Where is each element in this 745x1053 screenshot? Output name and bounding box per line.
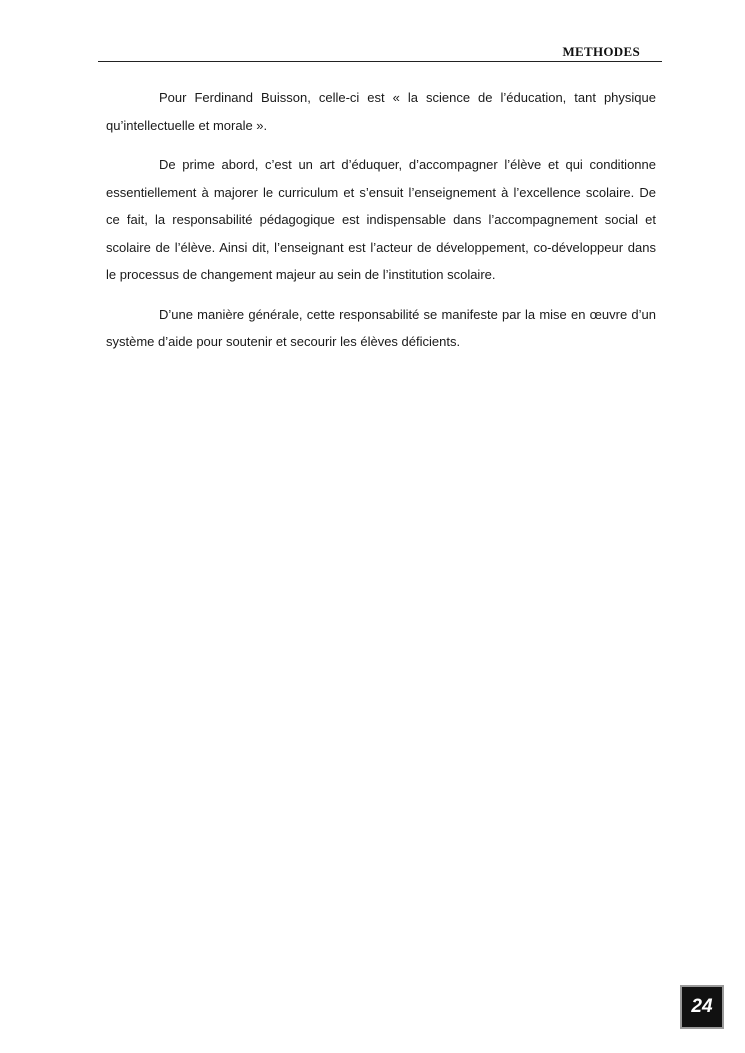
document-body bbox=[106, 84, 656, 368]
paragraph-3: D’une manière générale, cette responsabilité se manifeste par la mise en œuvre d’un système d’aide pour soutenir et secourir les élèves déficients. bbox=[106, 306, 656, 349]
page-header-title: METHODES bbox=[562, 44, 640, 59]
page-number-badge bbox=[680, 985, 724, 1029]
header-divider bbox=[98, 61, 662, 62]
page-number: 24 bbox=[691, 996, 713, 1017]
paragraph-1: Pour Ferdinand Buisson, celle-ci est « la science de l’éducation, tant physique qu’intellectuelle et morale ». bbox=[106, 90, 656, 133]
paragraph-2: De prime abord, c’est un art d’éduquer, d’accompagner l’élève et qui conditionne essentiellement à majorer le curriculum et s’ensuit l’enseignement à l’excellence scolaire. De ce fait, la responsabilité pédagogique est indispensable dans l’accompagnement social et scolaire de l’élève. Ainsi dit, l’enseignant est l’acteur de développement, co-développeur dans le processus de changement majeur au sein de l’institution scolaire. bbox=[106, 157, 656, 282]
